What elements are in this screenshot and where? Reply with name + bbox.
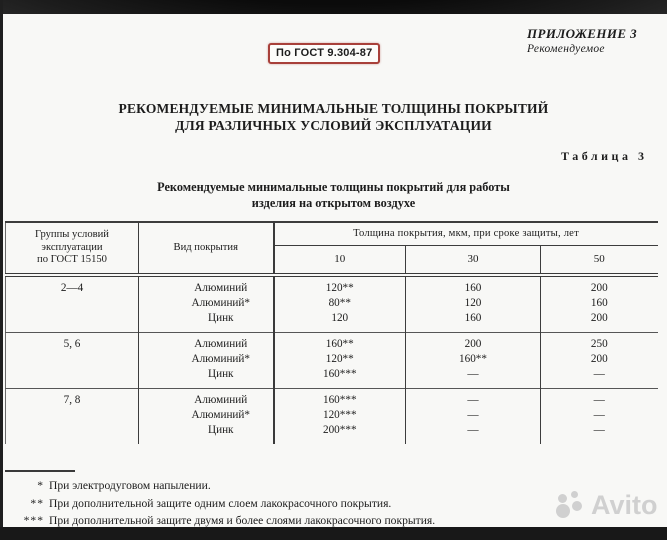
coating-cell: Цинк bbox=[139, 311, 274, 333]
table-header bbox=[6, 222, 658, 275]
coating-cell: Алюминий bbox=[139, 389, 274, 409]
value-cell: 200 bbox=[590, 353, 608, 365]
value-cell: 160** bbox=[274, 333, 406, 353]
value-cell: 160*** bbox=[274, 367, 406, 389]
table-caption-line2: изделия на открытом воздухе bbox=[251, 196, 416, 210]
value-cell: — bbox=[593, 424, 605, 436]
photo-frame-left-edge bbox=[0, 0, 3, 540]
value-cell: 250 bbox=[541, 333, 658, 353]
table-group-5-6 bbox=[6, 333, 658, 389]
coating-cell: Алюминий* bbox=[139, 408, 274, 423]
table-row bbox=[6, 389, 658, 409]
footnote-separator bbox=[5, 470, 75, 472]
appendix-note: Рекомендуемое bbox=[527, 43, 605, 55]
value-cell: 120 bbox=[274, 311, 406, 333]
group-label-cell: 7, 8 bbox=[6, 389, 139, 445]
table-caption-line1: Рекомендуемые минимальные толщины покрытий для работы bbox=[157, 180, 510, 194]
avito-watermark bbox=[556, 491, 658, 519]
footnote-marker: *** bbox=[23, 514, 44, 528]
header-years-50: 50 bbox=[541, 245, 658, 275]
photo-frame-bottom-bar bbox=[0, 527, 667, 540]
table-group-7-8 bbox=[6, 389, 658, 445]
value-cell: 120** bbox=[274, 352, 406, 367]
header-groups-column: Группы условий эксплуатации по ГОСТ 15150 bbox=[6, 222, 139, 275]
coating-cell: Цинк bbox=[139, 367, 274, 389]
coating-cell: Алюминий* bbox=[139, 352, 274, 367]
value-cell: — bbox=[406, 389, 541, 409]
table-row bbox=[6, 333, 658, 353]
header-years-30: 30 bbox=[406, 245, 541, 275]
value-cell: 120** bbox=[274, 275, 406, 296]
avito-logo-icon bbox=[556, 491, 587, 519]
table-caption bbox=[0, 179, 667, 211]
value-cell: 160 bbox=[590, 297, 608, 309]
value-cell: 200 bbox=[590, 312, 608, 324]
avito-watermark-text: Avito bbox=[591, 490, 658, 520]
footnote-2 bbox=[18, 495, 435, 513]
header-coating-type-column: Вид покрытия bbox=[139, 222, 274, 275]
value-cell: — bbox=[406, 367, 541, 389]
footnotes bbox=[18, 477, 435, 530]
value-cell: 160*** bbox=[274, 389, 406, 409]
value-cell: — bbox=[406, 408, 541, 423]
footnote-text: При дополнительной защите одним слоем лакокрасочного покрытия. bbox=[49, 496, 392, 510]
value-cell: 160 bbox=[406, 275, 541, 296]
photo-frame-top-bar bbox=[0, 0, 667, 14]
value-cell: 200 bbox=[406, 333, 541, 353]
value-cell: 200*** bbox=[274, 423, 406, 444]
value-cell: — bbox=[593, 368, 605, 380]
group-label-cell: 2—4 bbox=[6, 275, 139, 333]
footnote-text: При электродуговом напылении. bbox=[49, 479, 211, 492]
value-cell: 80** bbox=[274, 296, 406, 311]
table-row bbox=[6, 275, 658, 296]
value-cell: 200 bbox=[590, 282, 608, 294]
footnote-marker: ** bbox=[30, 496, 44, 510]
value-cell: 160** bbox=[406, 352, 541, 367]
value-cell: 120 bbox=[406, 296, 541, 311]
value-cell: 160 bbox=[406, 311, 541, 333]
coating-thickness-table bbox=[5, 221, 658, 444]
document-title bbox=[0, 101, 667, 134]
value-cell: — bbox=[406, 423, 541, 444]
appendix-heading: ПРИЛОЖЕНИЕ 3 bbox=[527, 26, 638, 41]
gost-stamp: По ГОСТ 9.304-87 bbox=[268, 43, 380, 64]
document-title-line2: ДЛЯ РАЗЛИЧНЫХ УСЛОВИЙ ЭКСПЛУАТАЦИИ bbox=[175, 117, 492, 133]
header-years-10: 10 bbox=[274, 245, 406, 275]
footnote-marker: * bbox=[37, 479, 44, 492]
footnote-text: При дополнительной защите двумя и более слоями лакокрасочного покрытия. bbox=[49, 514, 436, 528]
value-cell: — bbox=[541, 389, 658, 409]
value-cell: — bbox=[593, 409, 605, 421]
table-number-label: Таблица 3 bbox=[561, 149, 648, 163]
coating-cell: Цинк bbox=[139, 423, 274, 444]
table-group-2-4 bbox=[6, 275, 658, 333]
footnote-1 bbox=[18, 477, 435, 495]
document-title-line1: РЕКОМЕНДУЕМЫЕ МИНИМАЛЬНЫЕ ТОЛЩИНЫ ПОКРЫТИЙ bbox=[118, 101, 549, 116]
coating-cell: Алюминий bbox=[139, 275, 274, 296]
group-label-cell: 5, 6 bbox=[6, 333, 139, 389]
coating-cell: Алюминий bbox=[139, 333, 274, 353]
coating-cell: Алюминий* bbox=[139, 296, 274, 311]
header-thickness-span: Толщина покрытия, мкм, при сроке защиты, лет bbox=[274, 222, 658, 245]
value-cell: 120*** bbox=[274, 408, 406, 423]
